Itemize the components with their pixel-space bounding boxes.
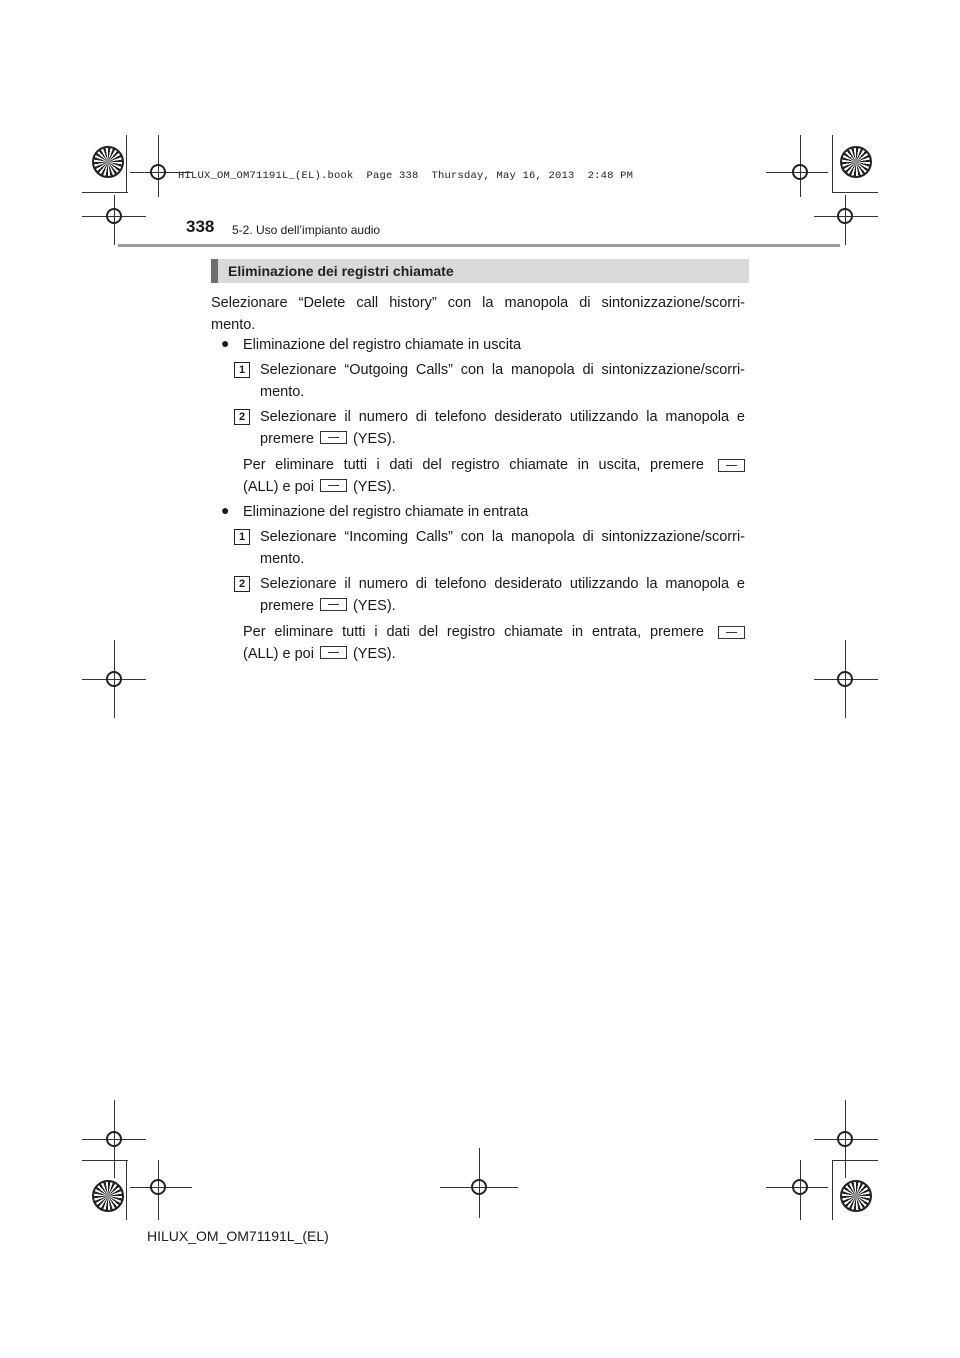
outgoing-step1-line1: Selezionare “Outgoing Calls” con la manopola di sintonizzazione/scorri- — [260, 362, 745, 378]
outgoing-step1-line2: mento. — [260, 384, 305, 400]
section-banner — [211, 259, 749, 283]
section-title: 5-2. Uso dell’impianto audio — [232, 223, 381, 237]
incoming-step2-line2: premere (YES). — [260, 598, 396, 614]
incoming-step1-line1: Selezionare “Incoming Calls” con la manopola di sintonizzazione/scorri- — [260, 529, 745, 545]
footer-code: HILUX_OM_OM71191L_(EL) — [147, 1228, 329, 1244]
step-number-icon: 2 — [234, 409, 250, 425]
registration-mark-icon — [106, 208, 122, 224]
incoming-step2-line1: Selezionare il numero di telefono desiderato utilizzando la manopola e — [260, 576, 745, 592]
outgoing-note-line2: (ALL) e poi (YES). — [243, 479, 396, 495]
button-icon — [320, 646, 347, 659]
registration-mark-icon — [106, 1131, 122, 1147]
registration-mark-icon — [837, 208, 853, 224]
registration-mark-icon — [471, 1179, 487, 1195]
button-icon — [320, 479, 347, 492]
intro-line-2: mento. — [211, 317, 256, 333]
step-number-icon: 1 — [234, 362, 250, 378]
registration-mark-icon — [150, 164, 166, 180]
book-info-line: HILUX_OM_OM71191L_(EL).book Page 338 Thursday, May 16, 2013 2:48 PM — [178, 170, 634, 182]
registration-mark-icon — [150, 1179, 166, 1195]
print-target-icon — [92, 1180, 124, 1212]
outgoing-title: Eliminazione del registro chiamate in uscita — [243, 337, 522, 353]
step-number-icon: 2 — [234, 576, 250, 592]
button-icon — [718, 626, 745, 639]
page-number: 338 — [186, 217, 215, 236]
incoming-title: Eliminazione del registro chiamate in entrata — [243, 504, 529, 520]
bullet-icon: ● — [221, 502, 230, 518]
print-target-icon — [840, 1180, 872, 1212]
print-target-icon — [840, 146, 872, 178]
button-icon — [718, 459, 745, 472]
incoming-step1-line2: mento. — [260, 551, 305, 567]
bullet-icon: ● — [221, 335, 230, 351]
outgoing-step2-line1: Selezionare il numero di telefono desiderato utilizzando la manopola e — [260, 409, 745, 425]
incoming-note-line1: Per eliminare tutti i dati del registro chiamate in entrata, premere — [243, 621, 745, 643]
registration-mark-icon — [106, 671, 122, 687]
print-target-icon — [92, 146, 124, 178]
intro-line-1: Selezionare “Delete call history” con la manopola di sintonizzazione/scorri- — [211, 295, 745, 311]
header-rule — [118, 244, 840, 247]
registration-mark-icon — [792, 164, 808, 180]
incoming-note-line2: (ALL) e poi (YES). — [243, 646, 396, 662]
step-number-icon: 1 — [234, 529, 250, 545]
registration-mark-icon — [792, 1179, 808, 1195]
outgoing-note-line1: Per eliminare tutti i dati del registro chiamate in uscita, premere — [243, 454, 745, 476]
outgoing-step2-line2: premere (YES). — [260, 431, 396, 447]
button-icon — [320, 431, 347, 444]
registration-mark-icon — [837, 1131, 853, 1147]
banner-title: Eliminazione dei registri chiamate — [228, 263, 454, 279]
button-icon — [320, 598, 347, 611]
registration-mark-icon — [837, 671, 853, 687]
